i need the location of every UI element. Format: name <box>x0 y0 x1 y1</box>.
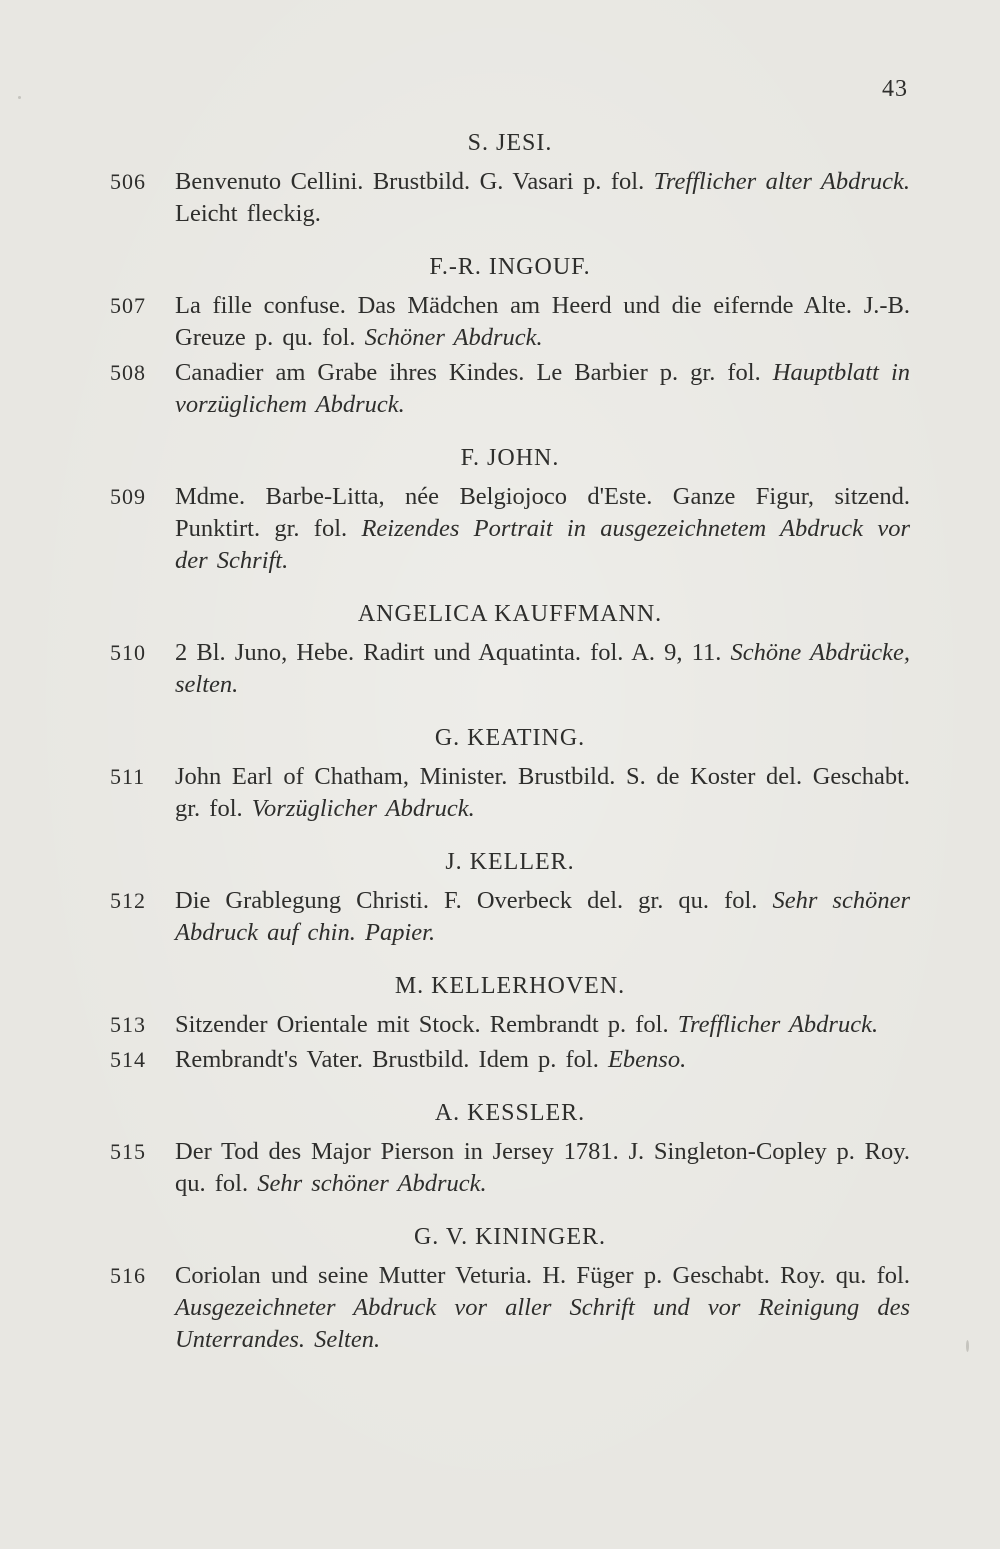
entry-text: Der Tod des Major Pierson in Jersey 1781. J. Singleton-Copley p. Roy. qu. fol. <box>175 1138 910 1197</box>
entry-text: Coriolan und seine Mutter Veturia. H. Füger p. Geschabt. Roy. qu. fol. <box>175 1262 910 1289</box>
entry-note: Trefflicher Abdruck. <box>677 1011 879 1038</box>
entry-number: 507 <box>110 293 146 318</box>
entry-text: La fille confuse. Das Mädchen am Heerd und die eifernde Alte. J.-B. Greuze p. qu. fol. <box>175 292 910 351</box>
entry-note: Ebenso. <box>607 1046 687 1073</box>
entry-text: Benvenuto Cellini. Brustbild. G. Vasari p. fol. <box>175 168 654 195</box>
catalog-entry <box>110 290 910 354</box>
section-ingouf <box>110 252 910 421</box>
entry-description <box>175 1136 910 1200</box>
entry-description <box>175 290 910 354</box>
section-heading: G. V. KININGER. <box>413 1224 607 1250</box>
paper-blemish <box>966 1340 969 1352</box>
catalog-entry <box>110 1009 910 1041</box>
entry-note: Ausgezeichneter Abdruck vor aller Schrift und vor Reinigung des Unterrandes. Selten. <box>175 1294 910 1353</box>
entry-number: 516 <box>110 1263 146 1288</box>
entry-note: Schöne Abdrücke, selten. <box>175 639 910 698</box>
catalog-entry <box>110 1136 910 1200</box>
section-jesi <box>110 128 910 230</box>
section-heading: S. JESI. <box>467 130 553 156</box>
paper-blemish <box>18 96 21 99</box>
entry-number: 514 <box>110 1047 146 1072</box>
section-heading: F. JOHN. <box>460 445 560 471</box>
entry-text: 2 Bl. Juno, Hebe. Radirt und Aquatinta. fol. A. 9, 11. <box>175 639 731 666</box>
section-kauffmann <box>110 599 910 701</box>
catalog-content <box>110 128 910 1359</box>
entry-description <box>175 357 910 421</box>
entry-note: Sehr schöner Abdruck. <box>257 1170 487 1197</box>
catalog-entry <box>110 761 910 825</box>
entry-description <box>175 761 910 825</box>
catalog-entry <box>110 166 910 230</box>
section-kellerhoven <box>110 971 910 1076</box>
entry-number: 512 <box>110 888 146 913</box>
catalog-entry <box>110 357 910 421</box>
section-heading: J. KELLER. <box>445 849 575 875</box>
entry-description <box>175 166 910 230</box>
entry-number: 510 <box>110 640 146 665</box>
catalog-entry <box>110 1044 910 1076</box>
section-heading: F.-R. INGOUF. <box>429 254 591 280</box>
entry-note: Sehr schöner Abdruck auf chin. Papier. <box>175 887 910 946</box>
entry-number: 511 <box>110 764 146 789</box>
section-heading: G. KEATING. <box>434 725 586 751</box>
entry-after: Leicht fleckig. <box>175 200 321 227</box>
entry-note: Trefflicher alter Abdruck. <box>653 168 910 195</box>
catalog-entry <box>110 1260 910 1356</box>
entry-text: Canadier am Grabe ihres Kindes. Le Barbier p. gr. fol. <box>175 359 773 386</box>
entry-note: Reizendes Portrait in ausgezeichnetem Abdruck vor der Schrift. <box>175 515 910 574</box>
entry-text: Mdme. Barbe-Litta, née Belgiojoco d'Este. Ganze Figur, sitzend. Punktirt. gr. fol. <box>175 483 910 542</box>
entry-number: 513 <box>110 1012 146 1037</box>
catalog-entry <box>110 481 910 577</box>
entry-text: John Earl of Chatham, Minister. Brustbild. S. de Koster del. Geschabt. gr. fol. <box>175 763 910 822</box>
entry-description <box>175 637 910 701</box>
entry-number: 506 <box>110 169 146 194</box>
entry-description <box>175 481 910 577</box>
section-kininger <box>110 1222 910 1356</box>
section-keller <box>110 847 910 949</box>
entry-text: Rembrandt's Vater. Brustbild. Idem p. fol. <box>175 1046 608 1073</box>
section-heading: ANGELICA KAUFFMANN. <box>357 601 663 627</box>
entry-text: Sitzender Orientale mit Stock. Rembrandt p. fol. <box>175 1011 678 1038</box>
entry-description <box>175 1260 910 1356</box>
section-heading: M. KELLERHOVEN. <box>394 973 626 999</box>
entry-description <box>175 885 910 949</box>
section-john <box>110 443 910 577</box>
entry-note: Hauptblatt in vorzüglichem Abdruck. <box>175 359 910 418</box>
catalog-entry <box>110 885 910 949</box>
entry-number: 515 <box>110 1139 146 1164</box>
section-heading: A. KESSLER. <box>434 1100 586 1126</box>
entry-number: 509 <box>110 484 146 509</box>
section-kessler <box>110 1098 910 1200</box>
entry-note: Vorzüglicher Abdruck. <box>251 795 475 822</box>
entry-description <box>175 1009 910 1041</box>
entry-text: Die Grablegung Christi. F. Overbeck del. gr. qu. fol. <box>175 887 773 914</box>
catalog-entry <box>110 637 910 701</box>
entry-description <box>175 1044 910 1076</box>
entry-note: Schöner Abdruck. <box>364 324 543 351</box>
entry-number: 508 <box>110 360 146 385</box>
section-keating <box>110 723 910 825</box>
page-number: 43 <box>882 76 908 102</box>
